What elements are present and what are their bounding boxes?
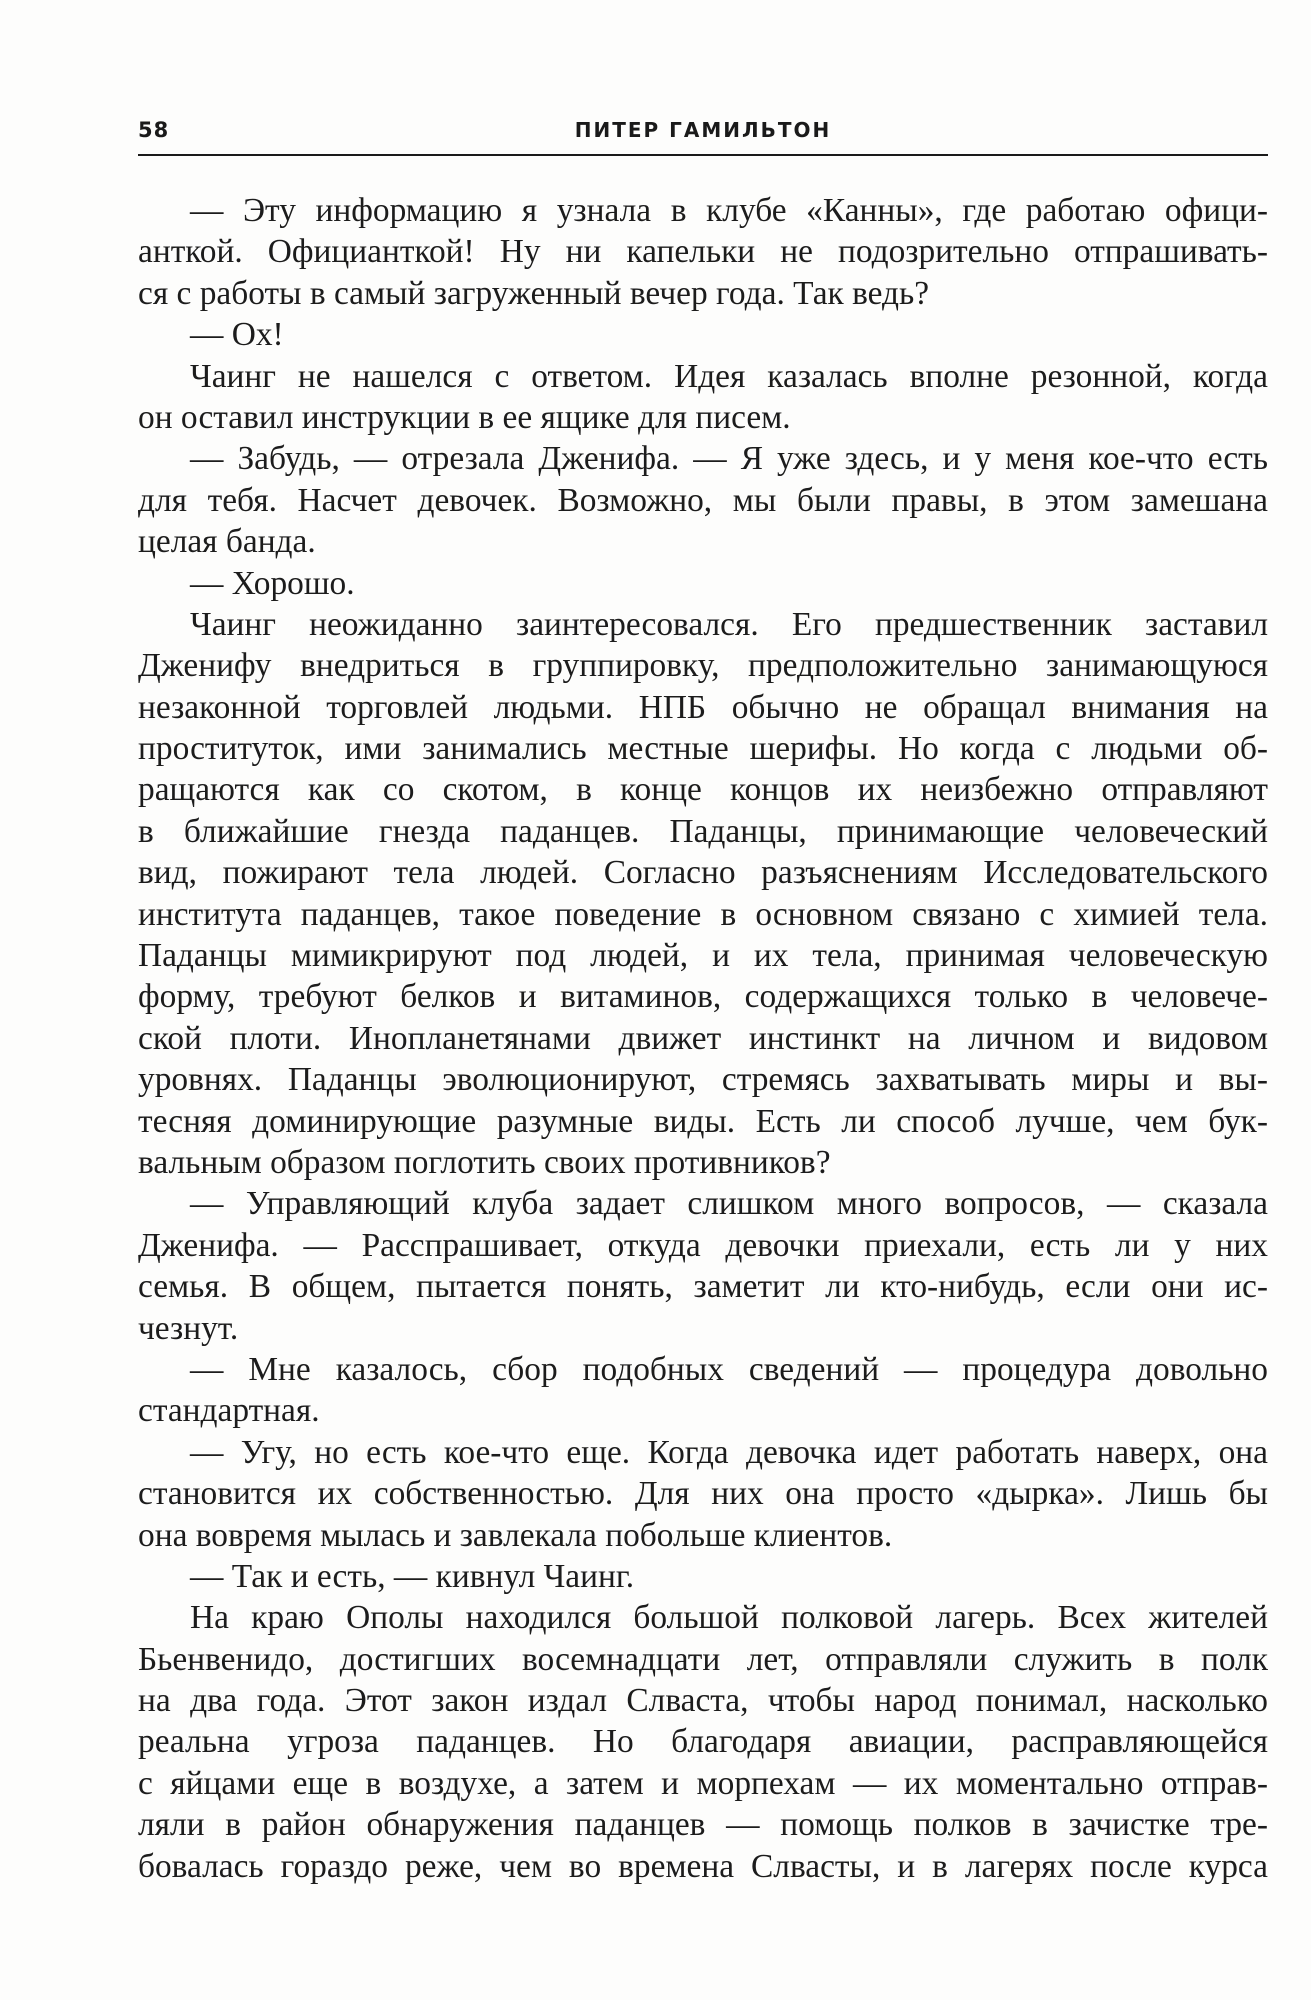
text-line: — Забудь, — отрезала Дженифа. — Я уже здесь, и у меня кое-что есть <box>190 440 1268 478</box>
text-line: вид, пожирают тела людей. Согласно разъяснениям Исследовательского <box>138 854 1268 892</box>
running-head <box>138 118 1268 156</box>
text-line: На краю Ополы находился большой полковой лагерь. Всех жителей <box>190 1599 1268 1637</box>
text-line: — Так и есть, — кивнул Чаинг. <box>190 1557 635 1595</box>
text-line: Чаинг неожиданно заинтересовался. Его предшественник заставил <box>190 605 1268 643</box>
text-line: ской плоти. Инопланетянами движет инстинкт на личном и видовом <box>138 1019 1268 1057</box>
text-line: целая банда. <box>138 523 316 561</box>
text-line: — Эту информацию я узнала в клубе «Канны», где работаю офици- <box>190 192 1268 229</box>
body-text <box>138 190 1268 1887</box>
text-line: проституток, ими занимались местные шерифы. Но когда с людьми об- <box>138 730 1268 768</box>
text-line: чезнут. <box>138 1309 239 1347</box>
text-line: тесняя доминирующие разумные виды. Есть ли способ лучше, чем бук- <box>138 1102 1268 1140</box>
text-line: — Угу, но есть кое-что еще. Когда девочка идет работать наверх, она <box>190 1433 1268 1471</box>
text-line: вальным образом поглотить своих противников? <box>138 1143 831 1181</box>
text-line: — Управляющий клуба задает слишком много вопросов, — сказала <box>190 1185 1268 1223</box>
text-line: — Мне казалось, сбор подобных сведений — процедура довольно <box>190 1350 1268 1388</box>
text-line: бовалась гораздо реже, чем во времена Слвасты, и в лагерях после курса <box>138 1847 1268 1885</box>
text-line: Дженифу внедриться в группировку, предположительно занимающуюся <box>138 647 1268 685</box>
text-line: ращаются как со скотом, в конце концов их неизбежно отправляют <box>138 771 1268 809</box>
page-number: 58 <box>138 118 170 142</box>
text-line: ся с работы в самый загруженный вечер года. Так ведь? <box>138 274 930 312</box>
text-line: с яйцами еще в воздухе, а затем и морпехам — их моментально отправ- <box>138 1764 1268 1802</box>
text-line: — Ох! <box>190 316 284 354</box>
text-line: Чаинг не нашелся с ответом. Идея казалась вполне резонной, когда <box>190 357 1268 395</box>
text-line: реальна угроза паданцев. Но благодаря авиации, расправляющейся <box>138 1723 1268 1761</box>
text-line: незаконной торговлей людьми. НПБ обычно не обращал внимания на <box>138 688 1268 726</box>
text-line: ляли в район обнаружения паданцев — помощь полков в зачистке тре- <box>138 1806 1268 1844</box>
text-line: она вовремя мылась и завлекала побольше клиентов. <box>138 1516 893 1554</box>
running-title: ПИТЕР ГАМИЛЬТОН <box>574 118 832 142</box>
text-line: он оставил инструкции в ее ящике для писем. <box>138 398 791 436</box>
text-line: в ближайшие гнезда паданцев. Паданцы, принимающие человеческий <box>138 812 1268 850</box>
text-line: анткой. Официанткой! Ну ни капельки не подозрительно отпрашивать- <box>138 233 1268 271</box>
text-line: — Хорошо. <box>190 564 355 602</box>
text-line: института паданцев, такое поведение в основном связано с химией тела. <box>138 895 1268 933</box>
text-line: семья. В общем, пытается понять, заметит ли кто-нибудь, если они ис- <box>138 1268 1268 1306</box>
text-line: форму, требуют белков и витаминов, содержащихся только в человече- <box>138 978 1268 1016</box>
text-line: для тебя. Насчет девочек. Возможно, мы были правы, в этом замешана <box>138 481 1268 519</box>
text-line: Паданцы мимикрируют под людей, и их тела, принимая человеческую <box>138 937 1268 975</box>
text-line: Дженифа. — Расспрашивает, откуда девочки приехали, есть ли у них <box>138 1226 1268 1264</box>
text-line: на два года. Этот закон издал Слваста, чтобы народ понимал, насколько <box>138 1682 1268 1720</box>
text-line: стандартная. <box>138 1392 320 1430</box>
text-line: становится их собственностью. Для них она просто «дырка». Лишь бы <box>138 1475 1268 1513</box>
text-line: уровнях. Паданцы эволюционируют, стремясь захватывать миры и вы- <box>138 1061 1268 1099</box>
text-line: Бьенвенидо, достигших восемнадцати лет, отправляли служить в полк <box>138 1640 1268 1678</box>
